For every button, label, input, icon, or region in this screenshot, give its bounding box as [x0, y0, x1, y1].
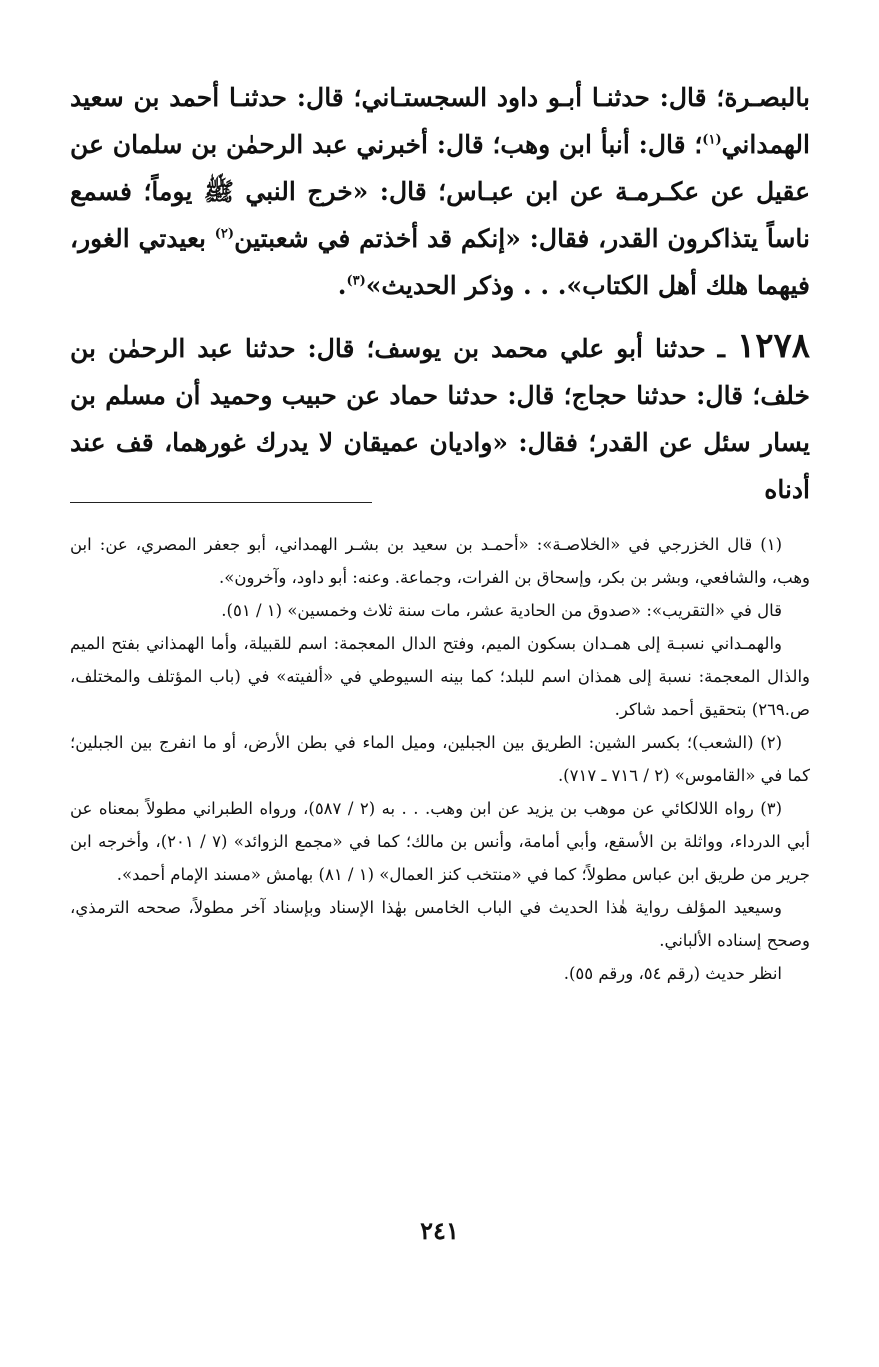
- footnotes: [70, 528, 810, 990]
- footnote-3-repeat: وسيعيد المؤلف رواية هٰذا الحديث في الباب الخامس بهٰذا الإسناد وبإسناد آخر مطولاً، صححه الترمذي، وصحح إسناده الألباني.: [70, 898, 810, 950]
- hadith-number: ١٢٧٨: [736, 326, 810, 366]
- page-number: ٢٤١: [420, 1216, 459, 1245]
- footnote-1-taqrib: قال في «التقريب»: «صدوق من الحادية عشر، مات سنة ثلاث وخمسين» (١ / ٥١).: [221, 601, 782, 620]
- paragraph-1-text: بالبصـرة؛ قال: حدثنـا أبـو داود السجستـاني؛ قال: حدثنـا أحمد بن سعيد الهمداني: [70, 83, 810, 159]
- paragraph-2: [70, 323, 810, 513]
- footnote-ref-1[interactable]: (١): [702, 132, 722, 148]
- paragraph-1-end: .: [337, 271, 347, 300]
- footnote-separator: [70, 502, 372, 503]
- paragraph-1: [70, 74, 810, 309]
- paragraph-2-text: ـ حدثنا أبو علي محمد بن يوسف؛ قال: حدثنا عبد الرحمٰن بن خلف؛ قال: حدثنا حجاج؛ قال: حدثنا حماد عن حبيب وحميد أن مسلم بن يسار سئل عن القدر؛ فقال: «واديان عميقان لا يدرك غورهما، قف عند أدناه: [70, 334, 810, 504]
- paragraph-1-text-b: ؛ قال: أنبأ ابن وهب؛ قال: أخبرني عبد الرحمٰن بن سلمان عن عقيل عن عكـرمـة عن ابن عبـاس؛ قال: «خرج النبي ﷺ يوماً؛ فسمع ناساً يتذاكرون القدر، فقال: «إنكم قد أخذتم في شعبتين: [70, 130, 810, 253]
- footnote-2: (٢) (الشعب)؛ بكسر الشين: الطريق بين الجبلين، وميل الماء في بطن الأرض، أو ما انفرج بين الجبلين؛ كما في «القاموس» (٢ / ٧١٦ ـ ٧١٧).: [70, 733, 810, 785]
- main-text: [70, 74, 810, 513]
- footnote-3-see: انظر حديث (رقم ٥٤، ورقم ٥٥).: [563, 964, 782, 983]
- footnote-ref-3[interactable]: (٣): [346, 273, 366, 289]
- footnote-1: (١) قال الخزرجي في «الخلاصـة»: «أحمـد بن سعيد بن بشـر الهمداني، أبو جعفر المصري، عن: ابن وهب، والشافعي، وبشر بن بكر، وإسحاق بن الفرات، وجماعة. وعنه: أبو داود، وآخرون».: [70, 535, 810, 587]
- paragraph-1-text-c: بعيدتي الغور، فيهما هلك أهل الكتاب». . . وذكر الحديث»: [70, 224, 810, 300]
- footnote-ref-2[interactable]: (٢): [214, 226, 235, 242]
- footnote-3: (٣) رواه اللالكائي عن موهب بن يزيد عن ابن وهب. . . به (٢ / ٥٨٧)، ورواه الطبراني مطولاً بمعناه عن أبي الدرداء، وواثلة بن الأسقع، وأبي أمامة، وأنس بن مالك؛ كما في «مجمع الزوائد» (٧ / ٢٠١)، وأخرجه ابن جرير من طريق ابن عباس مطولاً؛ كما في «منتخب كنز العمال» (١ / ٨١) بهامش «مسند الإمام أحمد».: [70, 799, 810, 884]
- footnote-1-hamdani: والهمـداني نسبـة إلى همـدان بسكون الميم، وفتح الدال المعجمة: اسم للقبيلة، وأما الهمذاني بفتح الميم والذال المعجمة: نسبة إلى همذان اسم للبلد؛ كما بينه السيوطي في «ألفيته» في (باب المؤتلف والمختلف، ص.٢٦٩) بتحقيق أحمد شاكر.: [70, 634, 810, 719]
